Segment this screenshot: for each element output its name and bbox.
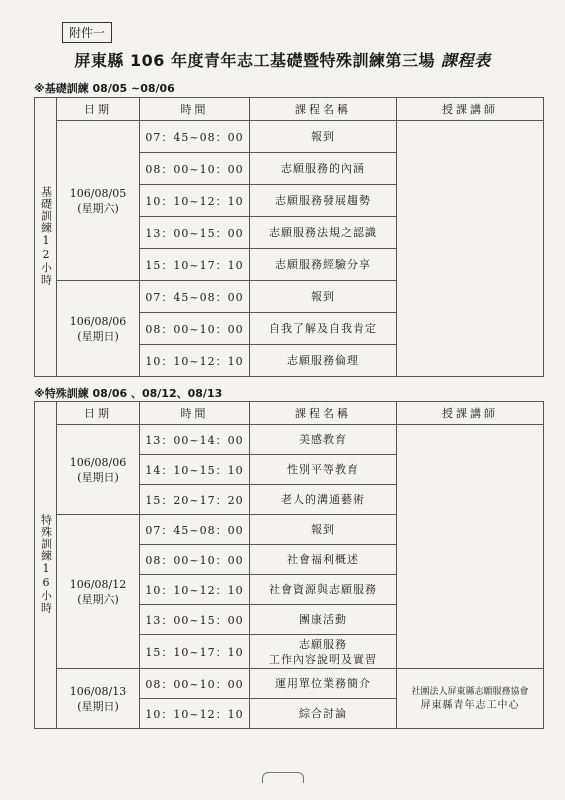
header-date: 日期	[57, 402, 140, 425]
header-instructor: 授課講師	[397, 98, 544, 121]
title-suffix: 課程表	[441, 51, 491, 70]
page-footer-mark	[262, 772, 304, 783]
time-cell: 08：00~10：00	[140, 313, 250, 345]
table-row	[35, 425, 544, 455]
special-schedule-table	[34, 401, 544, 729]
time-cell: 07：45~08：00	[140, 121, 250, 153]
basic-side-label: 基礎訓練12小時	[39, 185, 53, 286]
course-cell: 志願服務倫理	[250, 345, 397, 377]
special-section-label: ※特殊訓練 08/06 、08/12、08/13	[34, 387, 223, 400]
instructor-cell	[397, 121, 544, 377]
header-date: 日期	[57, 98, 140, 121]
date-cell: 106/08/05 (星期六)	[57, 121, 140, 281]
header-time: 時間	[140, 402, 250, 425]
title-main: 屏東縣 106 年度青年志工基礎暨特殊訓練第三場	[74, 51, 435, 70]
time-cell: 08：00~10：00	[140, 153, 250, 185]
date-cell: 106/08/06 (星期日)	[57, 425, 140, 515]
instructor-cell	[397, 425, 544, 669]
table-row	[35, 121, 544, 153]
course-cell: 志願服務的內涵	[250, 153, 397, 185]
header-instructor: 授課講師	[397, 402, 544, 425]
special-header-row	[35, 402, 544, 425]
time-cell: 15：10~17：10	[140, 635, 250, 669]
basic-section-label: ※基礎訓練 08/05 ~08/06	[34, 82, 175, 95]
table-row	[35, 669, 544, 699]
course-cell: 性別平等教育	[250, 455, 397, 485]
course-cell: 報到	[250, 121, 397, 153]
special-side-label-cell	[35, 402, 57, 729]
course-cell: 美感教育	[250, 425, 397, 455]
time-cell: 07：45~08：00	[140, 281, 250, 313]
header-time: 時間	[140, 98, 250, 121]
instructor-note-org: 社團法人屏東縣志願服務協會	[411, 686, 529, 697]
time-cell: 15：10~17：10	[140, 249, 250, 281]
time-cell: 15：20~17：20	[140, 485, 250, 515]
course-cell: 團康活動	[250, 605, 397, 635]
time-cell: 10：10~12：10	[140, 699, 250, 729]
course-cell: 報到	[250, 281, 397, 313]
time-cell: 14：10~15：10	[140, 455, 250, 485]
time-cell: 10：10~12：10	[140, 345, 250, 377]
page-title	[0, 48, 565, 71]
course-cell: 老人的溝通藝術	[250, 485, 397, 515]
course-cell: 社會資源與志願服務	[250, 575, 397, 605]
time-cell: 07：45~08：00	[140, 515, 250, 545]
instructor-note-cell	[397, 669, 544, 729]
course-cell: 志願服務經驗分享	[250, 249, 397, 281]
basic-side-label-cell	[35, 98, 57, 377]
course-cell: 志願服務發展趨勢	[250, 185, 397, 217]
header-course: 課程名稱	[250, 402, 397, 425]
header-course: 課程名稱	[250, 98, 397, 121]
course-cell: 報到	[250, 515, 397, 545]
time-cell: 13：00~14：00	[140, 425, 250, 455]
date-cell: 106/08/13 (星期日)	[57, 669, 140, 729]
basic-header-row	[35, 98, 544, 121]
time-cell: 10：10~12：10	[140, 185, 250, 217]
special-side-label: 特殊訓練16小時	[39, 513, 53, 614]
time-cell: 13：00~15：00	[140, 217, 250, 249]
course-cell: 志願服務 工作內容說明及實習	[250, 635, 397, 669]
course-cell: 綜合討論	[250, 699, 397, 729]
time-cell: 10：10~12：10	[140, 575, 250, 605]
time-cell: 08：00~10：00	[140, 545, 250, 575]
basic-schedule-table	[34, 97, 544, 377]
time-cell: 13：00~15：00	[140, 605, 250, 635]
course-cell: 自我了解及自我肯定	[250, 313, 397, 345]
attachment-label: 附件一	[62, 22, 112, 43]
time-cell: 08：00~10：00	[140, 669, 250, 699]
date-cell: 106/08/06 (星期日)	[57, 281, 140, 377]
instructor-note-center: 屏東縣青年志工中心	[420, 699, 520, 711]
course-cell: 社會福利概述	[250, 545, 397, 575]
course-cell: 志願服務法規之認識	[250, 217, 397, 249]
course-cell: 運用單位業務簡介	[250, 669, 397, 699]
date-cell: 106/08/12 (星期六)	[57, 515, 140, 669]
